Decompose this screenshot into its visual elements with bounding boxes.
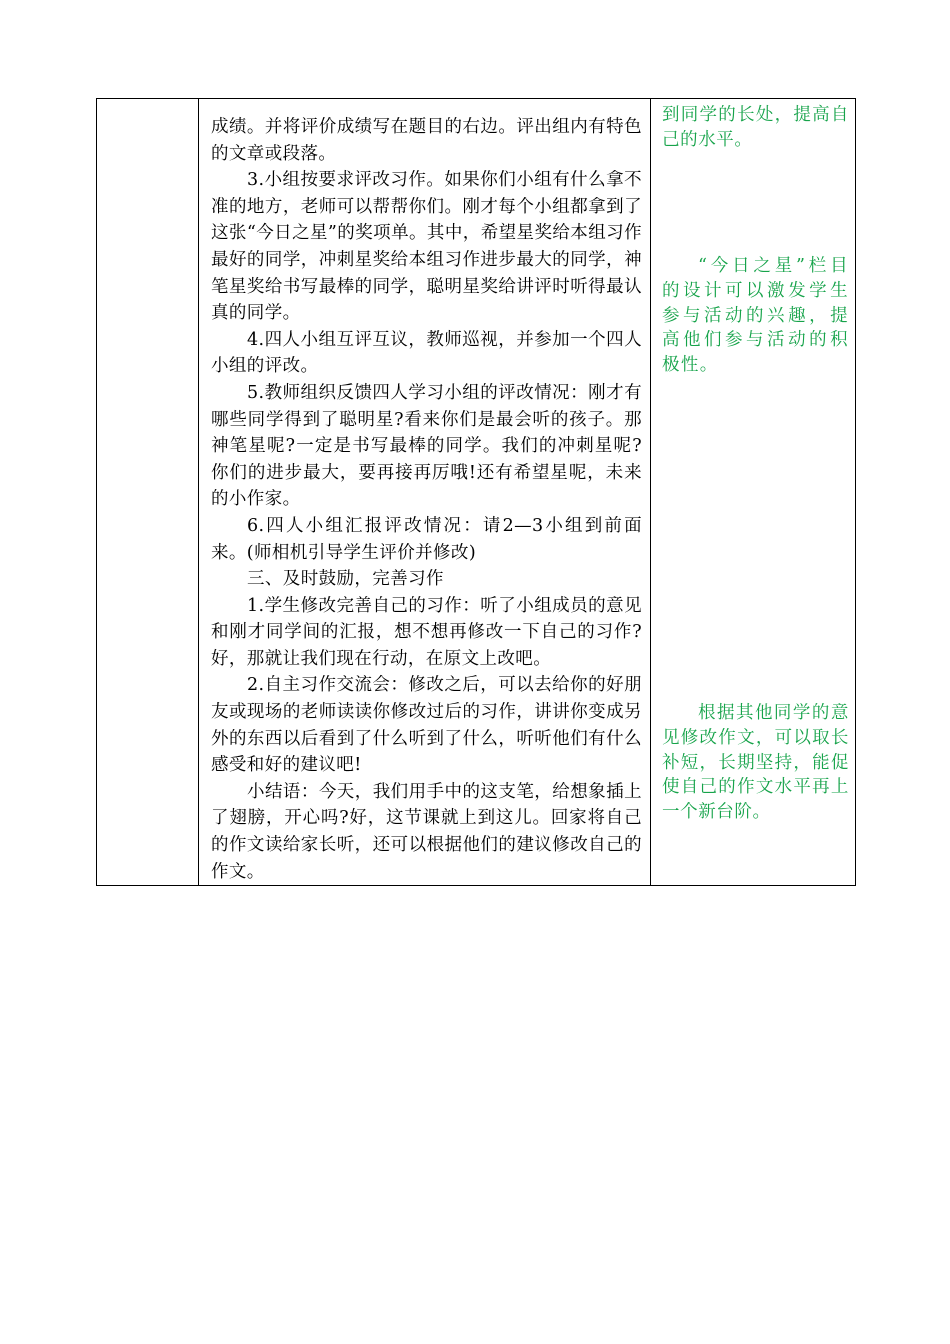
lesson-plan-table <box>96 98 856 886</box>
process-paragraph: 2.自主习作交流会：修改之后，可以去给你的好朋友或现场的老师读读你修改过后的习作，讲讲你变成另外的东西以后看到了什么听到了什么，听听他们有什么感受和好的建议吧! <box>211 675 642 776</box>
notes-cell <box>651 99 856 886</box>
stage-cell <box>97 99 199 886</box>
process-paragraph: 5.教师组织反馈四人学习小组的评改情况：刚才有哪些同学得到了聪明星?看来你们是最会听的孩子。那神笔星呢?一定是书写最棒的同学。我们的冲刺星呢?你们的进步最大，要再接再厉哦!还有希望星呢，未来的小作家。 <box>211 382 642 510</box>
process-paragraph: 3.小组按要求评改习作。如果你们小组有什么拿不准的地方，老师可以帮帮你们。刚才每个小组都拿到了这张“今日之星”的奖项单。其中，希望星奖给本组习作最好的同学，冲刺星奖给本组习作进步最大的同学，神笔星奖给书写最棒的同学，聪明星奖给讲评时听得最认真的同学。 <box>211 170 642 324</box>
process-paragraph: 6.四人小组汇报评改情况：请2—3小组到前面来。(师相机引导学生评价并修改) <box>211 515 642 563</box>
design-note: 到同学的长处，提高自己的水平。 <box>662 105 849 150</box>
summary-paragraph: 小结语：今天，我们用手中的这支笔，给想象插上了翅膀，开心吗?好，这节课就上到这儿。回家将自己的作文读给家长听，还可以根据他们的建议修改自己的作文。 <box>211 781 642 882</box>
process-paragraph: 成绩。并将评价成绩写在题目的右边。评出组内有特色的文章或段落。 <box>211 117 642 164</box>
teaching-process <box>199 99 650 885</box>
process-paragraph: 4.四人小组互评互议，教师巡视，并参加一个四人小组的评改。 <box>211 329 642 377</box>
design-note: 根据其他同学的意见修改作文，可以取长补短，长期坚持，能促使自己的作文水平再上一个新台阶。 <box>662 703 849 823</box>
design-note: “今日之星”栏目的设计可以激发学生参与活动的兴趣，提高他们参与活动的积极性。 <box>662 256 849 376</box>
design-notes <box>651 99 855 855</box>
process-paragraph: 1.学生修改完善自己的习作：听了小组成员的意见和刚才同学间的汇报，想不想再修改一下自己的习作?好，那就让我们现在行动，在原文上改吧。 <box>211 595 642 669</box>
process-cell <box>199 99 651 886</box>
table-row <box>97 99 856 886</box>
section-heading: 三、及时鼓励，完善习作 <box>247 569 444 590</box>
